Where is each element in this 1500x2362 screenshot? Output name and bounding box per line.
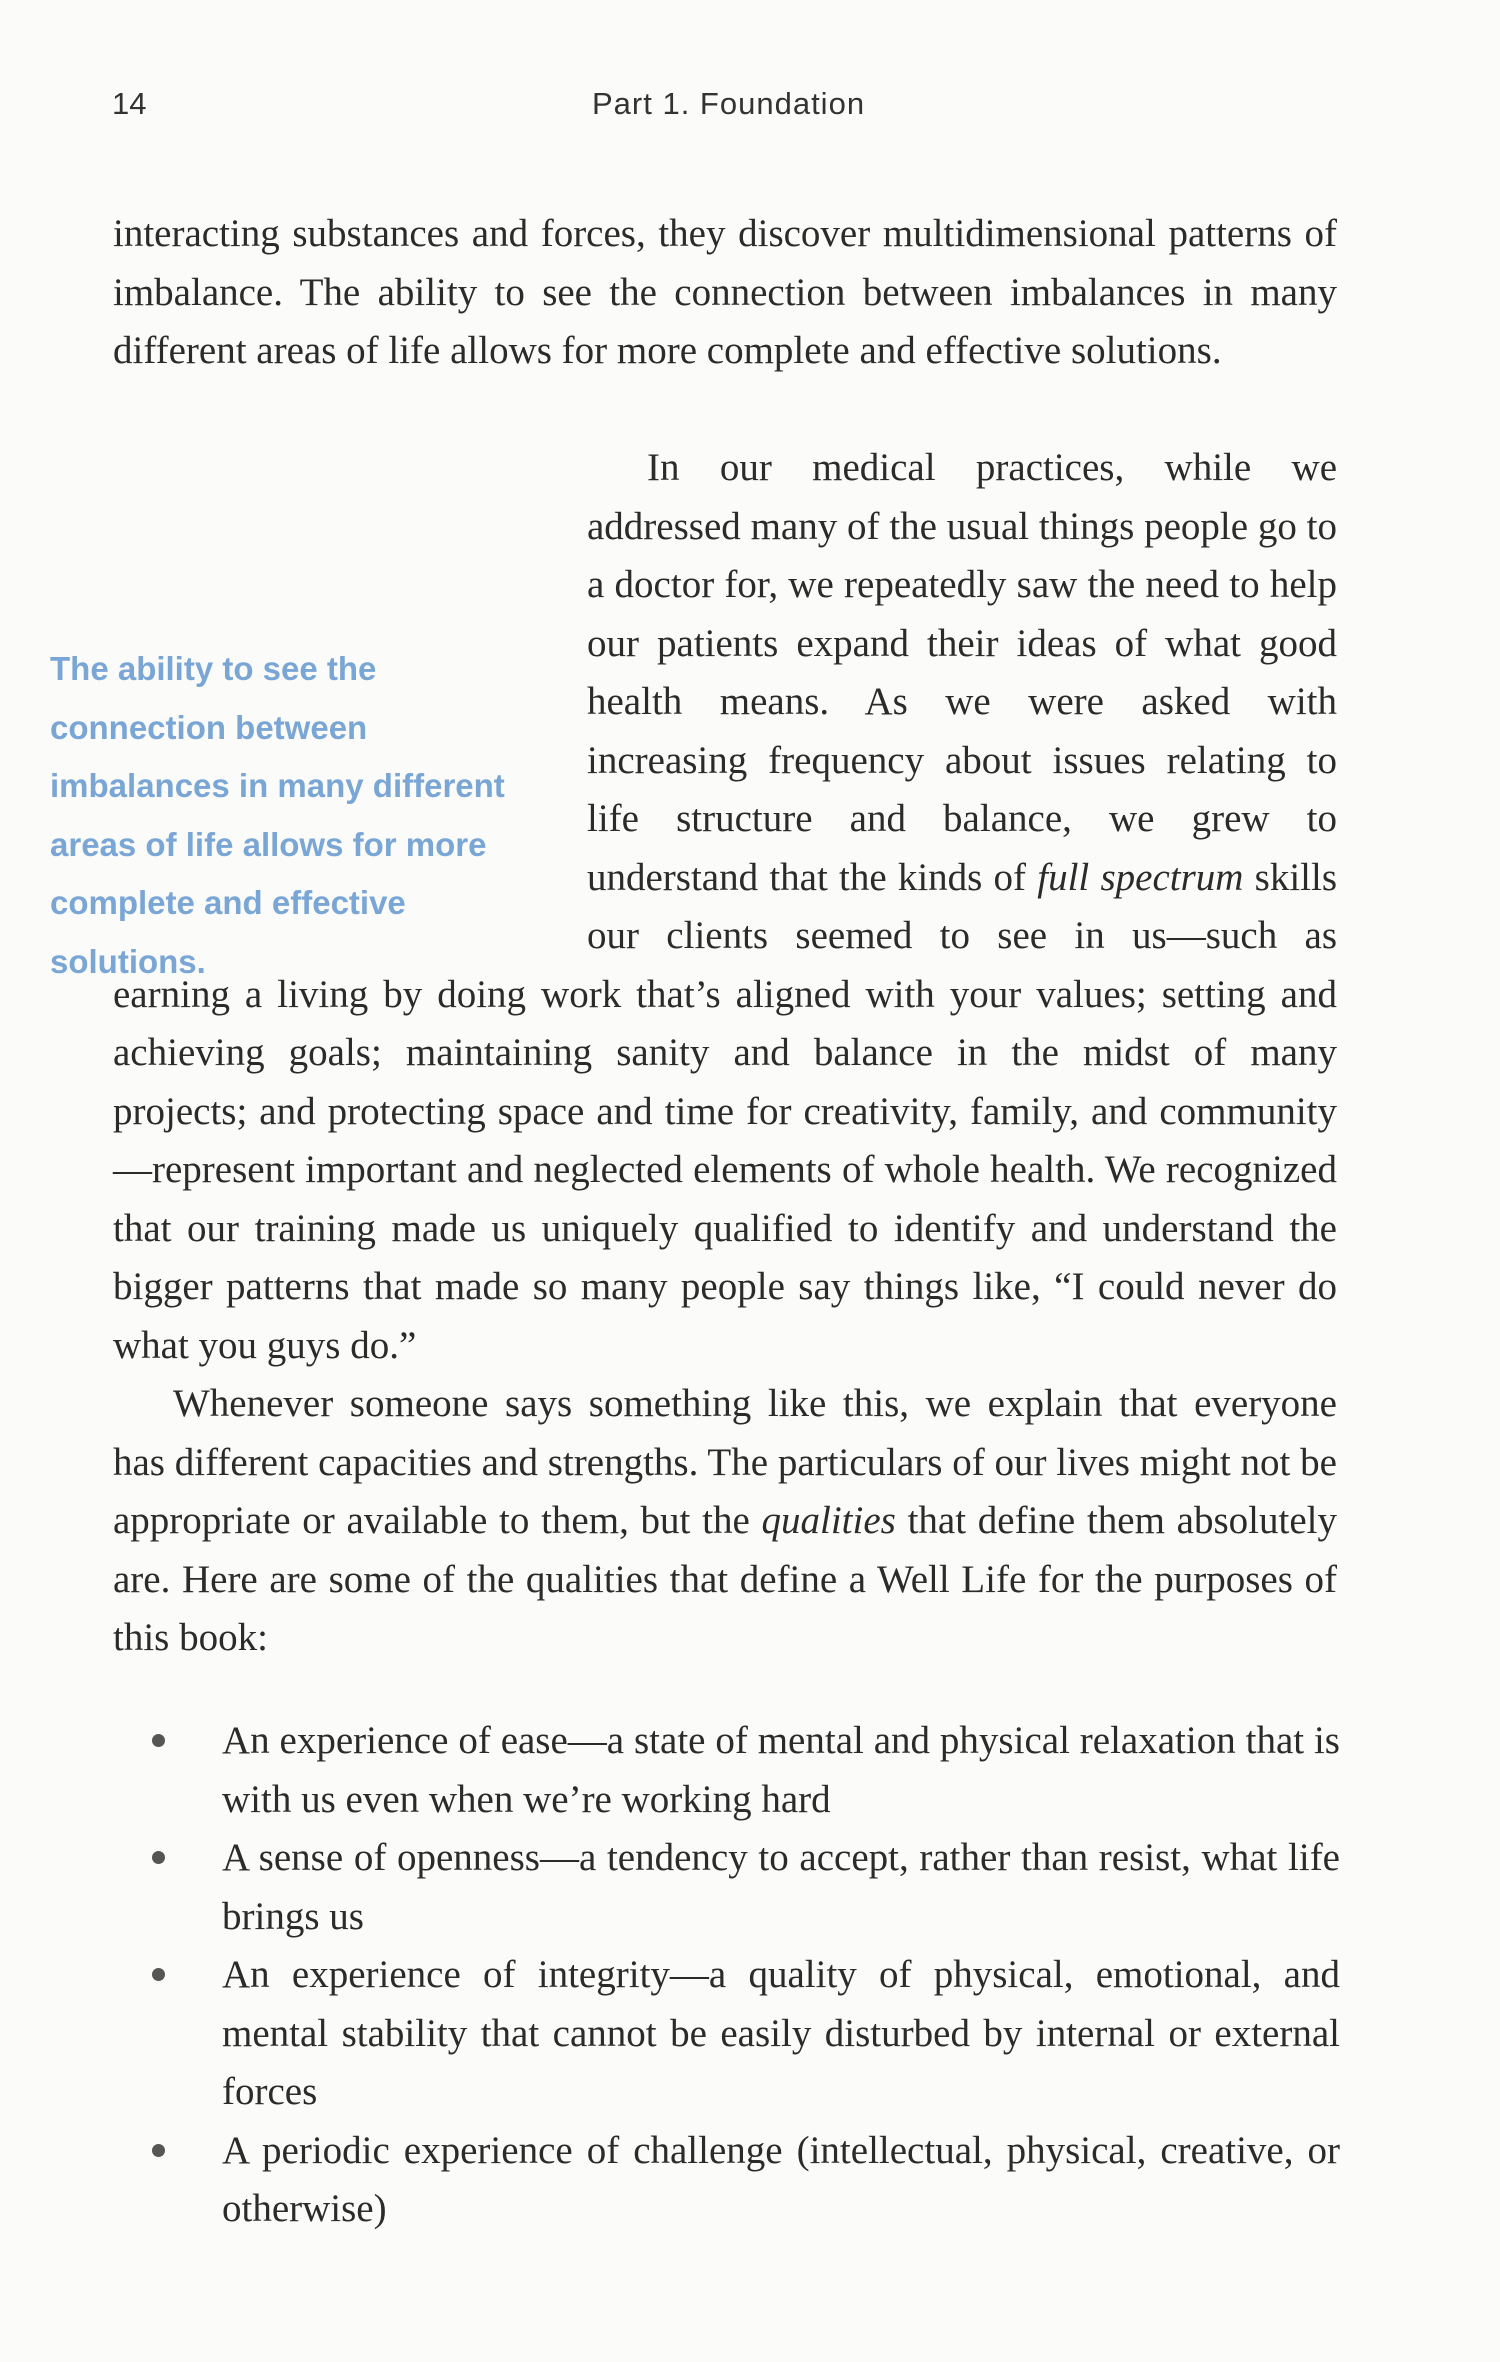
paragraph-3 xyxy=(113,1375,1337,1668)
pull-quote: The ability to see the connection between imbalances in many different areas of life allows for more complete and effective solutions. xyxy=(50,650,505,980)
paragraph-2-part-2: skills our clients seemed to see in us—such as earning a living by doing work that’s aligned with your values; setting and achieving goals; maintaining sanity and balance in the midst of many projects; and protecting space and time for creativity, family, and community—represent important and neglected elements of whole health. We recognized that our training made us uniquely qualified to identify and understand the bigger patterns that made so many people say things like, “I could never do what you guys do.” xyxy=(113,855,1337,1367)
paragraph-2-part-1: In our medical practices, while we addressed many of the usual things people go to a doctor for, we repeatedly saw the need to help our patients expand their ideas of what good health means. As we were asked with increasing frequency about issues relating to life structure and balance, we grew to understand that the kinds of xyxy=(587,446,1337,899)
paragraph-3-part-1: Whenever someone says something like this, we explain that everyone has different capacities and strengths. The particulars of our lives might not be appropriate or available to them, but the xyxy=(113,1382,1337,1542)
running-head: Part 1. Foundation xyxy=(592,86,866,121)
qualities-list xyxy=(150,1712,1340,2239)
bullet-icon xyxy=(152,1734,165,1747)
list-item xyxy=(150,1712,1340,1829)
list-item xyxy=(150,1829,1340,1946)
list-item xyxy=(150,1946,1340,2122)
list-item-text: A sense of openness—a tendency to accept, rather than resist, what life brings us xyxy=(222,1836,1340,1938)
bullet-icon xyxy=(152,2144,165,2157)
bullet-icon xyxy=(152,1851,165,1864)
paragraph-2-italic: full spectrum xyxy=(1037,855,1244,899)
list-item-text: An experience of ease—a state of mental and physical relaxation that is with us even when we’re working hard xyxy=(222,1719,1340,1821)
list-item-text: A periodic experience of challenge (intellectual, physical, creative, or otherwise) xyxy=(222,2128,1340,2230)
bullet-icon xyxy=(152,1968,165,1981)
page-number: 14 xyxy=(112,86,147,121)
list-item xyxy=(150,2122,1340,2239)
paragraph-3-italic: qualities xyxy=(761,1499,896,1542)
paragraph-1: interacting substances and forces, they discover multidimensional patterns of imbalance. The ability to see the connection between imbalances in many different areas of life allows for more complete and effective solutions. xyxy=(113,212,1337,372)
paragraph-3-part-2: that define them absolutely are. Here are some of the qualities that define a Well Life for the purposes of this book: xyxy=(113,1499,1337,1659)
list-item-text: An experience of integrity—a quality of physical, emotional, and mental stability that cannot be easily disturbed by internal or external forces xyxy=(222,1953,1340,2113)
